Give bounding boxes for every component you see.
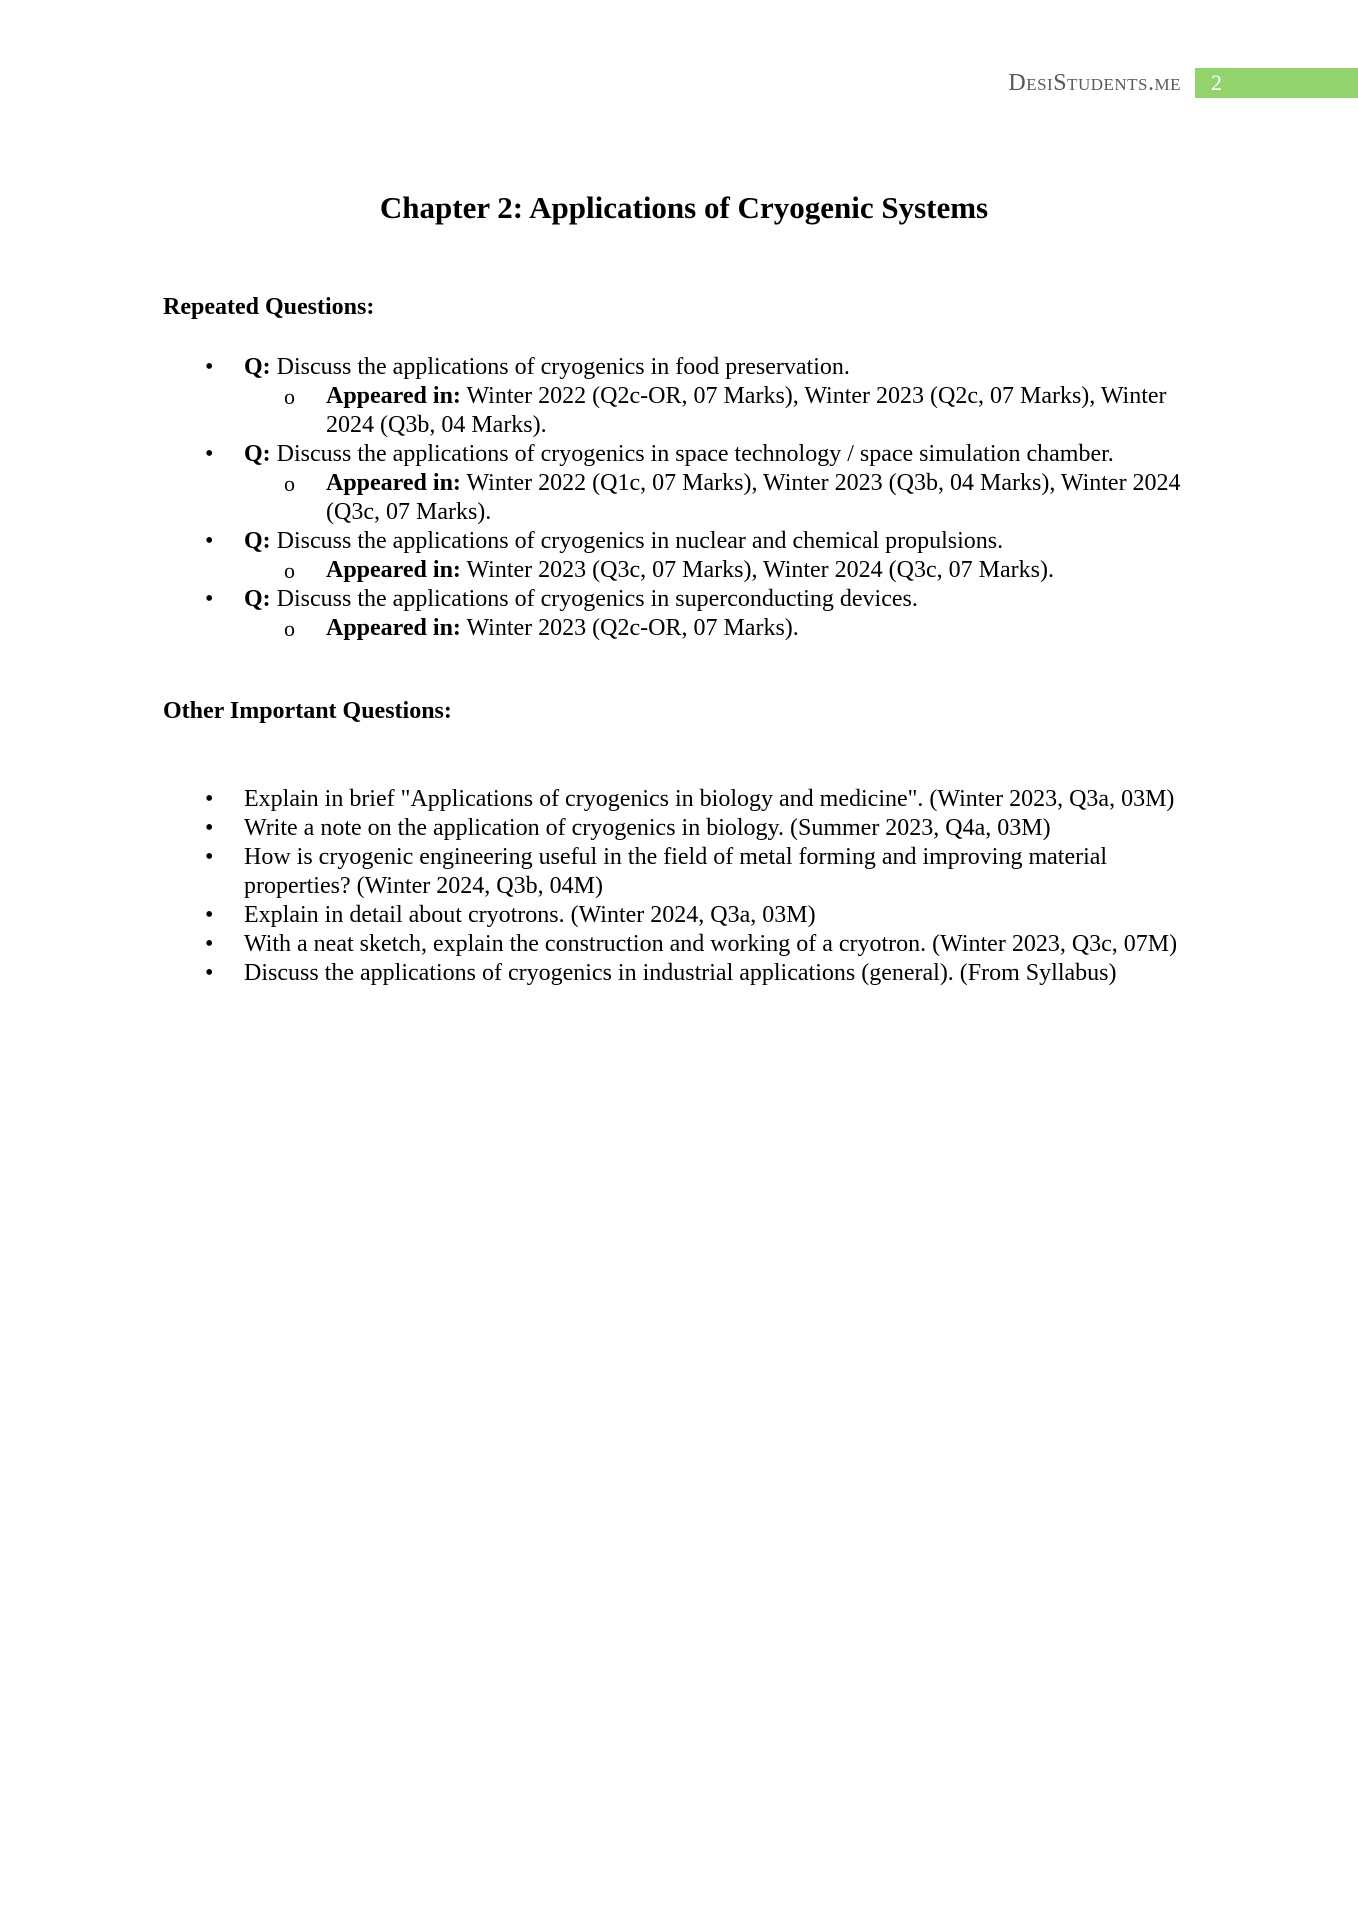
appeared-text: Winter 2023 (Q3c, 07 Marks), Winter 2024 (Q3c, 07 Marks).: [460, 557, 1054, 583]
list-item: [163, 440, 1183, 527]
appeared-text: Winter 2023 (Q2c-OR, 07 Marks).: [460, 615, 799, 641]
question-text: Discuss the applications of cryogenics in food preservation.: [270, 354, 850, 380]
question-text: Explain in detail about cryotrons. (Winter 2024, Q3a, 03M): [244, 902, 816, 928]
question-text: Discuss the applications of cryogenics in superconducting devices.: [270, 586, 918, 612]
repeated-questions-list: [163, 353, 1183, 643]
bullet-icon: •: [205, 586, 214, 612]
circle-bullet-icon: o: [284, 384, 295, 409]
bullet-icon: •: [205, 844, 214, 870]
question-text: With a neat sketch, explain the construction and working of a cryotron. (Winter 2023, Q3c, 07M): [244, 931, 1178, 957]
page-title: Chapter 2: Applications of Cryogenic Systems: [379, 190, 989, 225]
question-text: Discuss the applications of cryogenics in space technology / space simulation chamber.: [270, 441, 1114, 467]
appeared-text: Winter 2022 (Q1c, 07 Marks), Winter 2023 (Q3b, 04 Marks), Winter 2024 (Q3c, 07 Marks).: [326, 470, 1181, 525]
appeared-label: Appeared in:: [326, 383, 461, 409]
circle-bullet-icon: o: [284, 616, 295, 641]
site-name: DesiStudents.me: [1008, 69, 1181, 96]
appeared-label: Appeared in:: [326, 470, 461, 496]
other-questions-heading: Other Important Questions:: [163, 698, 452, 724]
bullet-icon: •: [205, 931, 214, 957]
list-item: [163, 814, 1183, 843]
list-item: [163, 353, 1183, 440]
appeared-label: Appeared in:: [326, 557, 461, 583]
circle-bullet-icon: o: [284, 471, 295, 496]
question-text: Discuss the applications of cryogenics in nuclear and chemical propulsions.: [270, 528, 1004, 554]
bullet-icon: •: [205, 960, 214, 986]
list-item: [163, 959, 1183, 988]
bullet-icon: •: [205, 902, 214, 928]
list-item: [244, 382, 1183, 440]
bullet-icon: •: [205, 354, 214, 380]
list-item: [163, 901, 1183, 930]
repeated-questions-heading: Repeated Questions:: [163, 294, 375, 320]
bullet-icon: •: [205, 441, 214, 467]
appeared-text: Winter 2022 (Q2c-OR, 07 Marks), Winter 2023 (Q2c, 07 Marks), Winter 2024 (Q3b, 04 Marks).: [326, 383, 1167, 438]
page-number: 2: [1195, 68, 1358, 98]
list-item: [163, 527, 1183, 585]
question-text: Explain in brief "Applications of cryogenics in biology and medicine". (Winter 2023, Q3a, 03M): [244, 786, 1175, 812]
bullet-icon: •: [205, 528, 214, 554]
bullet-icon: •: [205, 786, 214, 812]
question-label: Q:: [244, 441, 271, 467]
list-item: [163, 585, 1183, 643]
list-item: [244, 614, 1183, 643]
list-item: [163, 785, 1183, 814]
list-item: [244, 469, 1183, 527]
page-header: [1008, 68, 1358, 98]
circle-bullet-icon: o: [284, 558, 295, 583]
appeared-label: Appeared in:: [326, 615, 461, 641]
question-label: Q:: [244, 586, 271, 612]
question-text: Write a note on the application of cryogenics in biology. (Summer 2023, Q4a, 03M): [244, 815, 1051, 841]
list-item: [244, 556, 1183, 585]
other-questions-list: [163, 785, 1183, 988]
list-item: [163, 843, 1183, 901]
question-text: Discuss the applications of cryogenics in industrial applications (general). (From Syllabus): [244, 960, 1117, 986]
question-label: Q:: [244, 528, 271, 554]
bullet-icon: •: [205, 815, 214, 841]
question-text: How is cryogenic engineering useful in the field of metal forming and improving material properties? (Winter 2024, Q3b, 04M): [244, 844, 1108, 899]
question-label: Q:: [244, 354, 271, 380]
list-item: [163, 930, 1183, 959]
